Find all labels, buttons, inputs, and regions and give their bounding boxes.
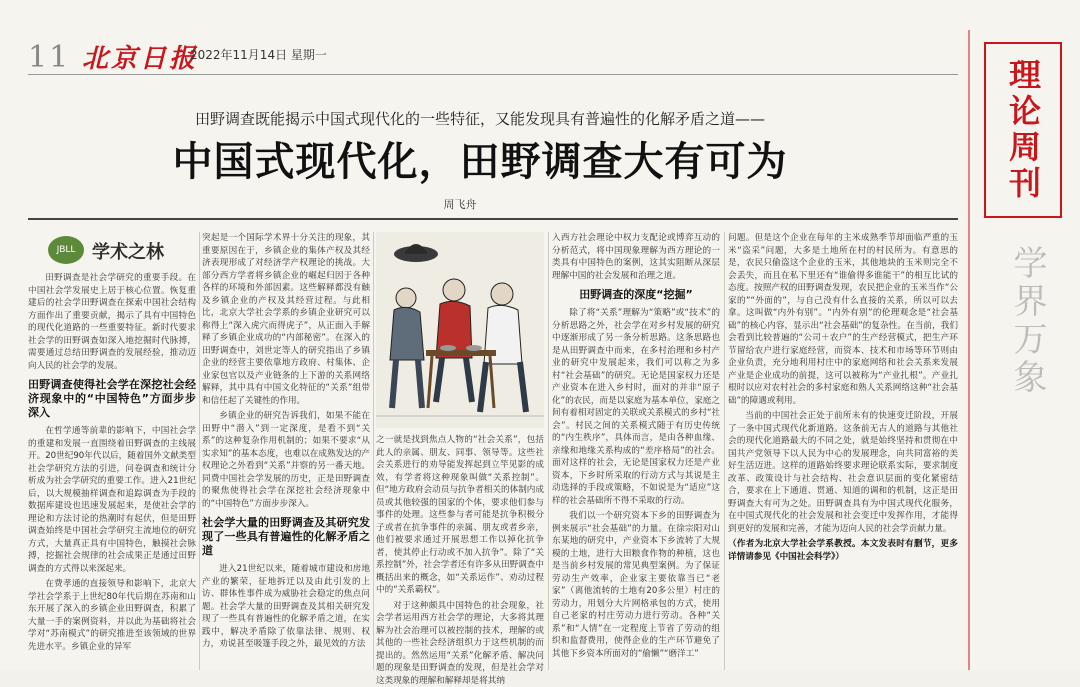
banner-rule [968,30,970,670]
text-column-2 [202,232,370,670]
paragraph: 当前的中国社会正处于前所未有的快速变迁阶段，开展了一条中国式现代化新道路。这条前无古人的道路与其他社会的现代化道路最大的不同之处，就是始终坚持和贯彻在中国共产党领导下以人民为中心的发展理念，向共同富裕的美好生活迈进。这样的道路始终要求理论联系实际，要求制度改革、政策设计与社会结构、社会意识层面的变化紧密结合，要求在上下通道、贯通、知道的调和的机制，这正是田野调查大有可为之处。田野调查具有为中国式现代化服务，在中国式现代化的社会发展和社会变迁中发挥作用，才能得到更好的发展和完善，才能为迈向人民的社会学贡献力量。 [728,410,958,535]
paragraph: 入西方社会理论中权力支配论或博弈互动的分析范式，将中国现象理解为西方理论的一类具有中国特色的案例，这其实阻断从深层理解中国的社会发展和治理之道。 [552,232,720,282]
paragraph: 在费孝通的直接领导和影响下，北京大学社会学系于上世纪80年代后期在苏南和山东开展了深入的乡镇企业田野调查，积累了大量一手的案例资料，并以此为基础将社会学对“苏南模式”的研究推进至该领域的世界先进水平。乡镇企业的异军 [28,578,196,653]
article-headline: 中国式现代化，田野调查大有可为 [60,130,900,187]
subheading: 田野调查的深度“挖掘” [552,288,720,302]
column-label: 学术之林 [92,238,164,264]
intro-paragraph: 田野调查是社会学研究的重要手段。在中国社会学发展史上居于核心位置。恢复重建后的社会学田野调查在探索中国社会结构方面作出了重要贡献，揭示了具有中国特色的现代化道路的一些重要特征。新时代要求社会学的田野调查如深入地挖掘时代脉搏，需要通过总结田野调查的发展经验，推动迈向人民的社会学的发展。 [28,272,196,372]
paragraph: 之一就是找到焦点人物的“社会关系”，包括此人的亲属、朋友、同事、领导等。这些社会关系进行的劝导能发挥起到立竿见影的成效，有学者将这种现象叫做“关系控制”。但“地方政府会动员与抗争者相关的体制内成员或其他较强的国家的个体，要求他们参与事件的处理。这些参与者可能是抗争积极分子或者在抗争事件的亲属、朋友或者乡亲，他们被要求通过开展思想工作以掉化抗争者，使其停止行动或不加入抗争”。除了“关系控制”外，社会学者还有许多从田野调查中概括出来的概念，如“关系运作”、劝动过程中的“关系霸权”。 [376,434,544,597]
paragraph: 突起是一个国际学术界十分关注的现象，其重要原因在于，乡镇企业的集体产权及其经济表现形成了对经济学产权理论的挑战。大部分西方学者将乡镇企业的崛起归因于各种各样的环境和外部因素。这些解释都没有触及乡镇企业的产权及其经营过程。与此相比，北京大学社会学系的乡镇企业研究可以称得上“深入虎穴而得虎子”，从正面入手解释了乡镇企业成功的“内部秘密”。在深入的田野调查中，刘世定等人的研究指出了乡镇企业的经营主要依靠地方政府、村集体、企业家包官以及产业链条的上下游的关系网络解释，其中具有中国文化特征的“关系”组带和信任起了关键性的作用。 [202,232,370,407]
newspaper-logo: 北京日报 [82,38,198,75]
subheading: 社会学大量的田野调查及其研究发现了一些具有普遍性的化解矛盾之道 [202,516,370,558]
text-column-1 [28,272,196,670]
paragraph: 进入21世纪以来，随着城市建设和房地产业的繁荣，征地拆迁以及由此引发的上访、群体性事件成为威胁社会稳定的焦点问题。社会学大量的田野调查及其相关研究发现了一些具有普遍性的化解矛盾之道，在实践中，解决矛盾除了依靠法律、规则、权力，劝说甚至吸篷手段之外，最见效的方法 [202,563,370,651]
text-column-3 [376,434,544,670]
subheading: 田野调查使得社会学在深挖社会经济现象中的“中国特色”方面步步深入 [28,378,196,420]
paragraph: 除了将“关系”理解为“策略”或“技术”的分析思路之外，社会学在对乡村发展的研究中逐渐形成了另一条分析思路。这条思路也是从田野调查中而来，在多村治理和乡村产业的研究中发展起来，我们可以称之为多村“社会基础”的研究。无论是国家权力还是产业资本在进入乡村时，面对的并非“原子化”的农民，而是以家庭为基本单位，家庭之间有着相对固定的关联或关系模式的乡村“社会”。村民之间的关系模式随于有历史传统的“内生秩序”，具体而言，是由各种血缘、亲缘和地缘关系构成的“差序格局”的社会。面对这样的社会，无论是国家权力还是产业资本，下乡时所采取的行动方式与其说是主动选择的手段或策略，不如说是为“适应”这样的社会基础所不得不采取的行动。 [552,307,720,507]
dateline: 2022年11月14日 星期一 [190,46,327,63]
section-title-theory-weekly: 理论周刊 [984,42,1062,218]
article-kicker: 田野调查既能揭示中国式现代化的一些特征，又能发现具有普遍性的化解矛盾之道—— [120,108,840,129]
column-divider [724,232,725,670]
paragraph: 乡镇企业的研究告诉我们，如果不能在田野中“潜入”到一定深度，是看不到“关系”的这种复杂作用机制的；如果不要求“从实求知”的基本态度，也难以在成熟发达的产权理论之外看到“关系”并察的另一番天地。同费中国社会学发展的历史，正是田野调查的聚焦使得社会学在深挖社会经济现象中的“中国特色”方面步步深入。 [202,410,370,510]
author-note: （作者为北京大学社会学系教授。本文发表时有删节，更多详情请参见《中国社会科学》） [728,538,958,563]
article-author: 周飞舟 [340,196,580,212]
text-column-4 [552,232,720,670]
paragraph: 在哲学通等前辈的影响下，中国社会学的重建和发展一直围绕着田野调查的主线展开。20世纪90年代以后，随着国外文献类型社会学研究方法的引进，问卷调查和统计分析成为社会学研究的重要工作。进入21世纪后，以大规模抽样调查和追踪调查为手段的数据库建设也迅速发展起来，是使社会学的理论和方法讨论的热潮时有起伏，但是田野调查始终是中国社会学研究主流地位的研究方式，大量真正具有中国特色，触摸社会脉搏，挖掘社会规律的社会成果正是通过田野调查的方式得以来深起来。 [28,425,196,575]
page-number: 11 [28,40,70,75]
column-divider [199,232,200,670]
illustration-image [376,232,544,428]
masthead-rule [28,74,958,75]
text-column-5 [728,232,958,670]
column-divider [373,232,374,670]
column-divider [548,232,549,670]
headline-rule [28,218,958,220]
paragraph: 问题。但是这个企业在每年的主米成熟季节却面临严重的玉米“盗采”问题，大多是土地所在村的村民所为。有意思的是，农民只偷盗这个企业的玉米，其他地块的玉米则完全不会丢失，而且在私下里还有“谁偷得多谁能干”的相互比试的态度。按照产权的田野调查发现，农民把企业的玉米当作“公家的”“外面的”，与自己没有什么直接的关系，所以可以去拿。这叫做“内外有别”。“内外有别”的伦理观念是“社会基础”的核心内容，显示出“社会基础”的复杂性。在当前，我们会看到比较普遍的“公司＋农户”的生产经营模式，把生产环节留给农户进行家庭经营，而资本、技术和市场等环节则由企业负责，充分地利用村庄中的家庭网络和社会关系来发展产业是企业成功的前提，这可以被称为“产业扎根”。产业扎根时以应对农村社会的多村家庭和熟人关系网络这种“社会基础”的障遇或利用。 [728,232,958,407]
section-subtitle: 学界万象 [992,226,1052,416]
paragraph: 我们以一个研究资本下乡的田野调查为例来展示“社会基础”的力量。在徐宗阳对山东某地的研究中，产业资本下乡流转了大规模的土地，进行大田粮食作物的种植，这也是当前乡村发展的常见典型案例。为了保证劳动生产效率，企业家主要依靠当已“老家”（离他流转的土地有20多公里）村庄的劳动力，用划分大片网格承包的方式，使用自己老家的村庄劳动力进行劳动。各种“关系”和“人情”在一定程度上节省了劳动的组织和监督费用，使得企业的生产环节避免了其他下乡资本所面对的“偷懒”“磨洋工” [552,510,720,660]
paragraph: 对于这种颇具中国特色的社会现象，社会学者运用西方社会学的理论，大多将其理解为社会治理可以被控制的技术，理解的或其他的一些社会经济组织力于这些机制的而提出的。然然运用“关系”化解矛盾、解决问题的现象是田野调查的发现，但是社会学对这类现象的理解和解释却是将其纳 [376,600,544,687]
column-logo-icon: JBLL [48,236,84,264]
